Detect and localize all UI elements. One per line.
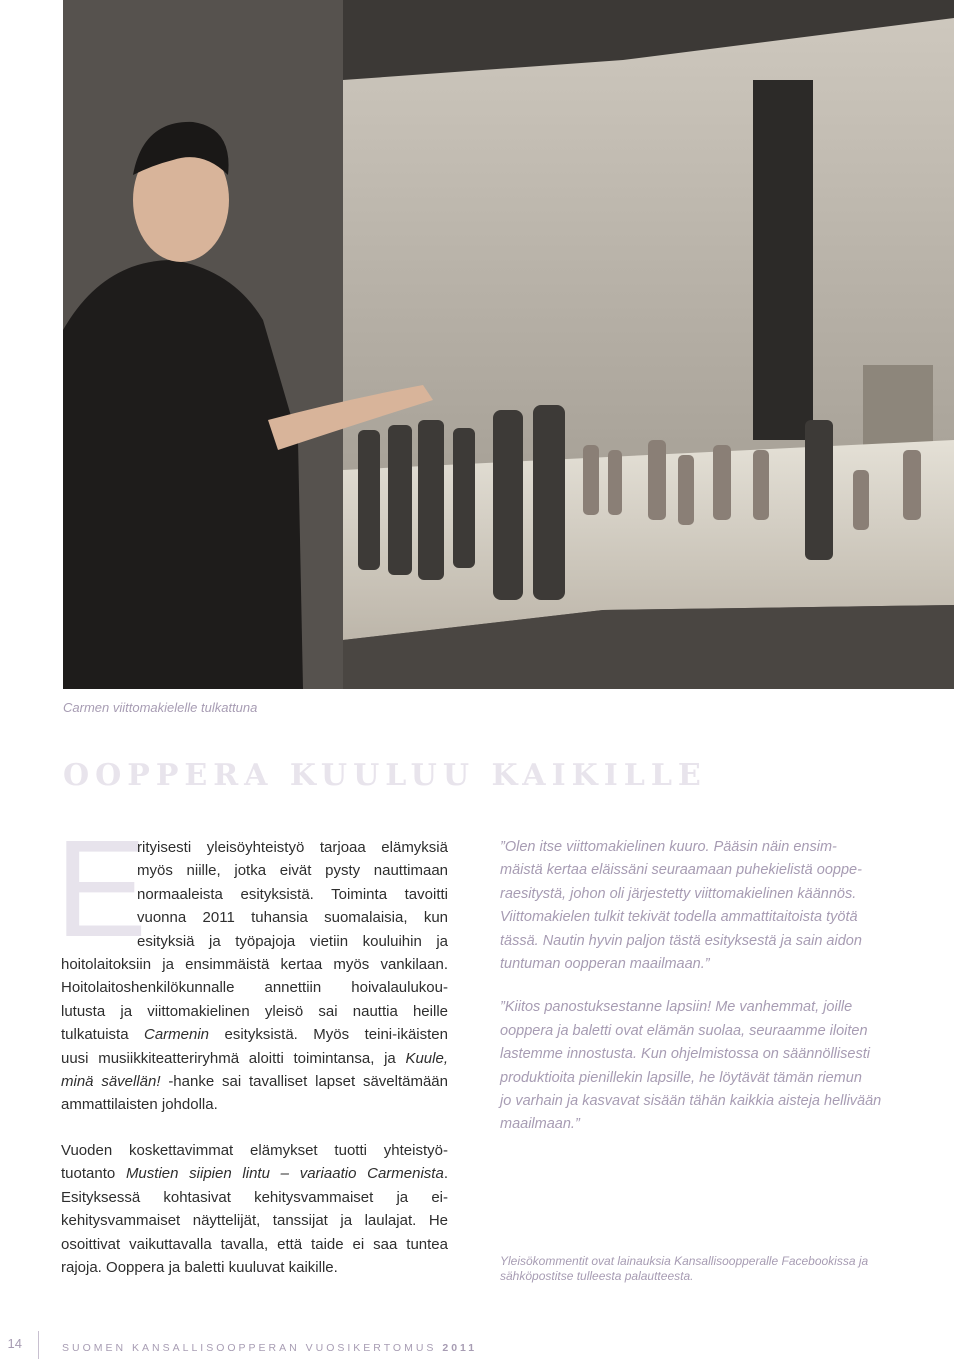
body-line: Esityksessä kohtasivat kehitysvammaiset ja ei-: [61, 1188, 448, 1206]
body-line: esityksiä ja työpajoja vietiin kouluihin ja: [137, 932, 448, 950]
running-footer: SUOMEN KANSALLISOOPPERAN VUOSIKERTOMUS 2011: [62, 1342, 478, 1354]
body-line: vuonna 2011 tuhansia suomalaisia, kun: [137, 909, 448, 927]
quote-line: Viittomakielen tulkit tekivät todella ammattitaitoista työtä: [500, 909, 858, 926]
project-title: Kuule,: [405, 1049, 448, 1067]
body-line: osoittivat vaikuttavalla tavalla, että taide ei saa tuntea: [61, 1235, 448, 1253]
article-body: [61, 836, 448, 1279]
quote-line: ”Olen itse viittomakielinen kuuro. Pääsin näin ensim-: [500, 839, 837, 855]
report-year: 2011: [442, 1342, 478, 1354]
project-title: minä sävellän!: [61, 1073, 161, 1091]
quote-2: [500, 996, 895, 1136]
quote-line: tuntuman oopperan maailmaan.”: [500, 956, 710, 973]
body-line: rajoja. Ooppera ja baletti kuuluvat kaikille.: [61, 1258, 338, 1276]
quote-line: raesitystä, johon oli järjestetty viittomakielinen käännös.: [500, 885, 857, 902]
footer-divider: [38, 1331, 39, 1359]
body-line: Hoitolaitoshenkilökunnalle annettiin hoivalaulukou-: [61, 979, 448, 997]
body-line: tulkatuista Carmenin esityksistä. Myös teini-ikäisten: [61, 1026, 448, 1044]
drop-cap: E: [55, 812, 148, 966]
body-line: Vuoden koskettavimmat elämykset tuotti yhteistyö-: [61, 1141, 448, 1159]
quote-1: [500, 836, 895, 976]
body-line: normaaleista esityksistä. Toiminta tavoitti: [137, 885, 448, 903]
body-line: uusi musiikkiteatteriryhmä aloitti toimintansa, ja Kuule,: [61, 1049, 448, 1067]
quote-line: produktioita pienillekin lapsille, he löytävät tämän riemun: [500, 1069, 862, 1086]
page-number: 14: [7, 1336, 22, 1351]
audience-quotes: [500, 836, 895, 1137]
opera-title: Carmenin: [144, 1026, 210, 1044]
quote-line: ooppera ja baletti ovat elämän suolaa, seuraamme iloiten: [500, 1022, 868, 1039]
quote-line: tässä. Nautin hyvin paljon tästä esityksestä ja sain aidon: [500, 932, 862, 949]
body-line: lutusta ja viittomakielinen yleisö sai nauttia heille: [61, 1002, 448, 1020]
body-line: hoitolaitoksiin ja ensimmäistä kertaa myös vankilaan.: [61, 956, 448, 974]
quote-line: maailmaan.”: [500, 1116, 580, 1133]
quote-line: lastemme innostusta. Kun ohjelmistossa on säännöllisesti: [500, 1046, 870, 1063]
quote-line: jo varhain ja kasvavat sisään tähän kaikkia aisteja hellivään: [500, 1093, 882, 1110]
production-title: Mustien siipien lintu – variaatio Carmenista: [125, 1165, 444, 1183]
body-line: myös niille, jotka eivät pysty nauttimaan: [137, 862, 448, 880]
photo-caption: Carmen viittomakielelle tulkattuna: [63, 700, 258, 715]
quote-line: mäistä kertaa eläissäni seuraamaan puhekielistä ooppe-: [500, 862, 862, 879]
paragraph-2: [61, 1139, 448, 1279]
stage-photo: [63, 0, 954, 689]
quotes-source-note: Yleisökommentit ovat lainauksia Kansallisoopperalle Facebookissa ja sähköpostitse tulleesta palautteesta.: [500, 1254, 869, 1283]
body-line: minä sävellän! -hanke sai tavalliset lapset säveltämään: [61, 1073, 448, 1091]
body-line: ammattilaisten johdolla.: [61, 1096, 218, 1114]
body-line: kehitysvammaiset näyttelijät, tanssijat ja laulajat. He: [61, 1212, 448, 1230]
quote-line: ”Kiitos panostuksestanne lapsiin! Me vanhemmat, joille: [500, 999, 853, 1016]
article-headline: OOPPERA KUULUU KAIKILLE: [63, 758, 707, 793]
body-line: rityisesti yleisöyhteistyö tarjoaa elämyksiä: [137, 839, 448, 856]
body-line: tuotanto Mustien siipien lintu – variaatio Carmenista.: [61, 1165, 448, 1183]
